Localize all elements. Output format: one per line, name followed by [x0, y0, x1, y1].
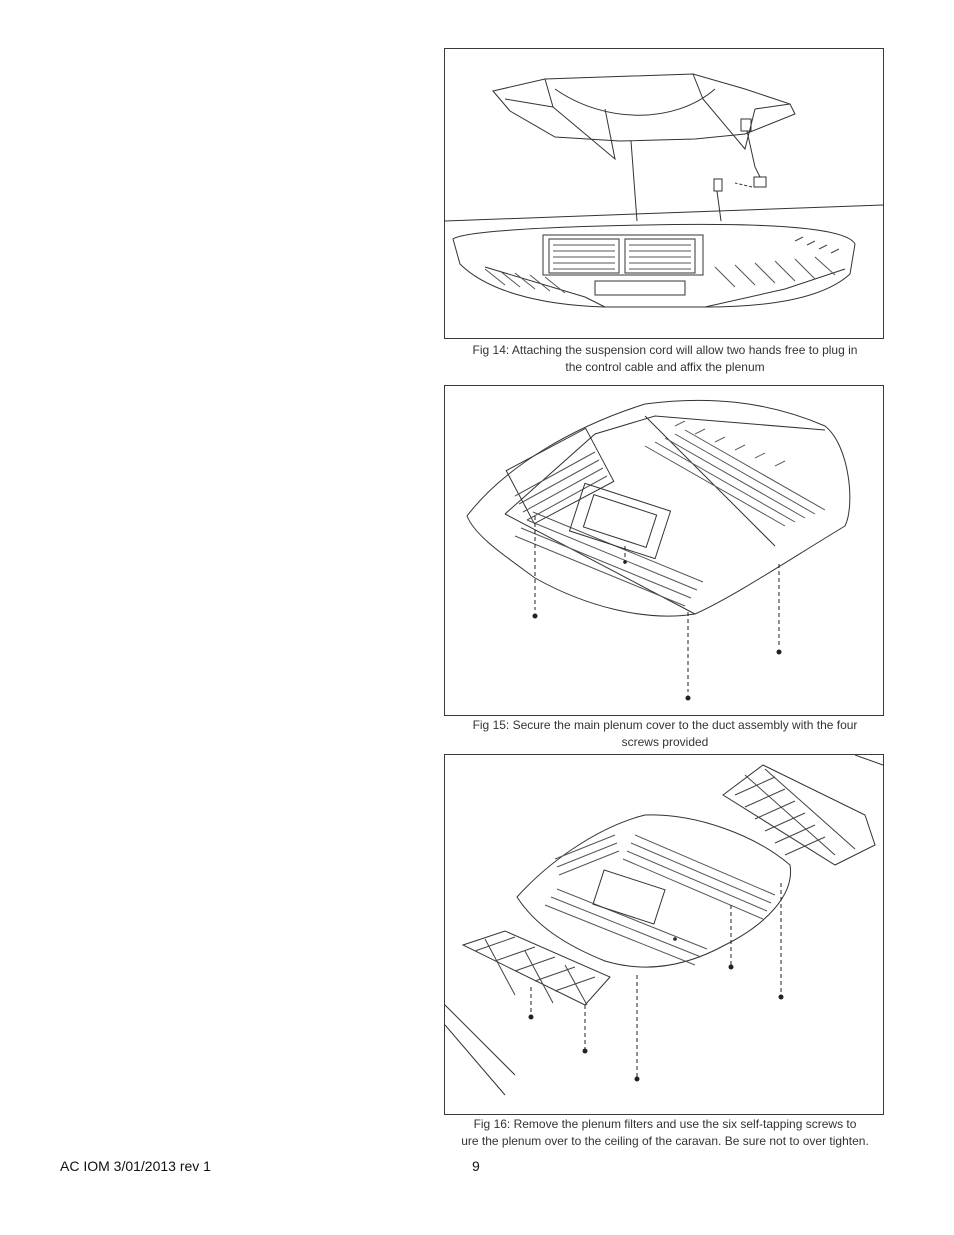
figure-16-caption-line-2: ure the plenum over to the ceiling of the caravan. Be sure not to over tighten. — [461, 1134, 869, 1148]
footer-document-reference: AC IOM 3/01/2013 rev 1 — [60, 1158, 211, 1174]
figure-14-illustration — [444, 48, 884, 339]
figure-15-caption — [430, 717, 900, 751]
figure-16-caption-line-1: Fig 16: Remove the plenum filters and use the six self-tapping screws to — [473, 1117, 857, 1131]
figure-15-illustration — [444, 385, 884, 716]
figure-16-illustration — [444, 754, 884, 1115]
figure-16-caption — [430, 1116, 900, 1150]
figure-15-caption-line-2: screws provided — [621, 735, 709, 749]
figure-15-caption-line-1: Fig 15: Secure the main plenum cover to the duct assembly with the four — [472, 718, 858, 732]
figure-14-caption-line-2: the control cable and affix the plenum — [565, 360, 765, 374]
figure-14-caption — [430, 342, 900, 376]
figure-14-caption-line-1: Fig 14: Attaching the suspension cord will allow two hands free to plug in — [472, 343, 858, 357]
footer-page-number: 9 — [472, 1158, 480, 1174]
